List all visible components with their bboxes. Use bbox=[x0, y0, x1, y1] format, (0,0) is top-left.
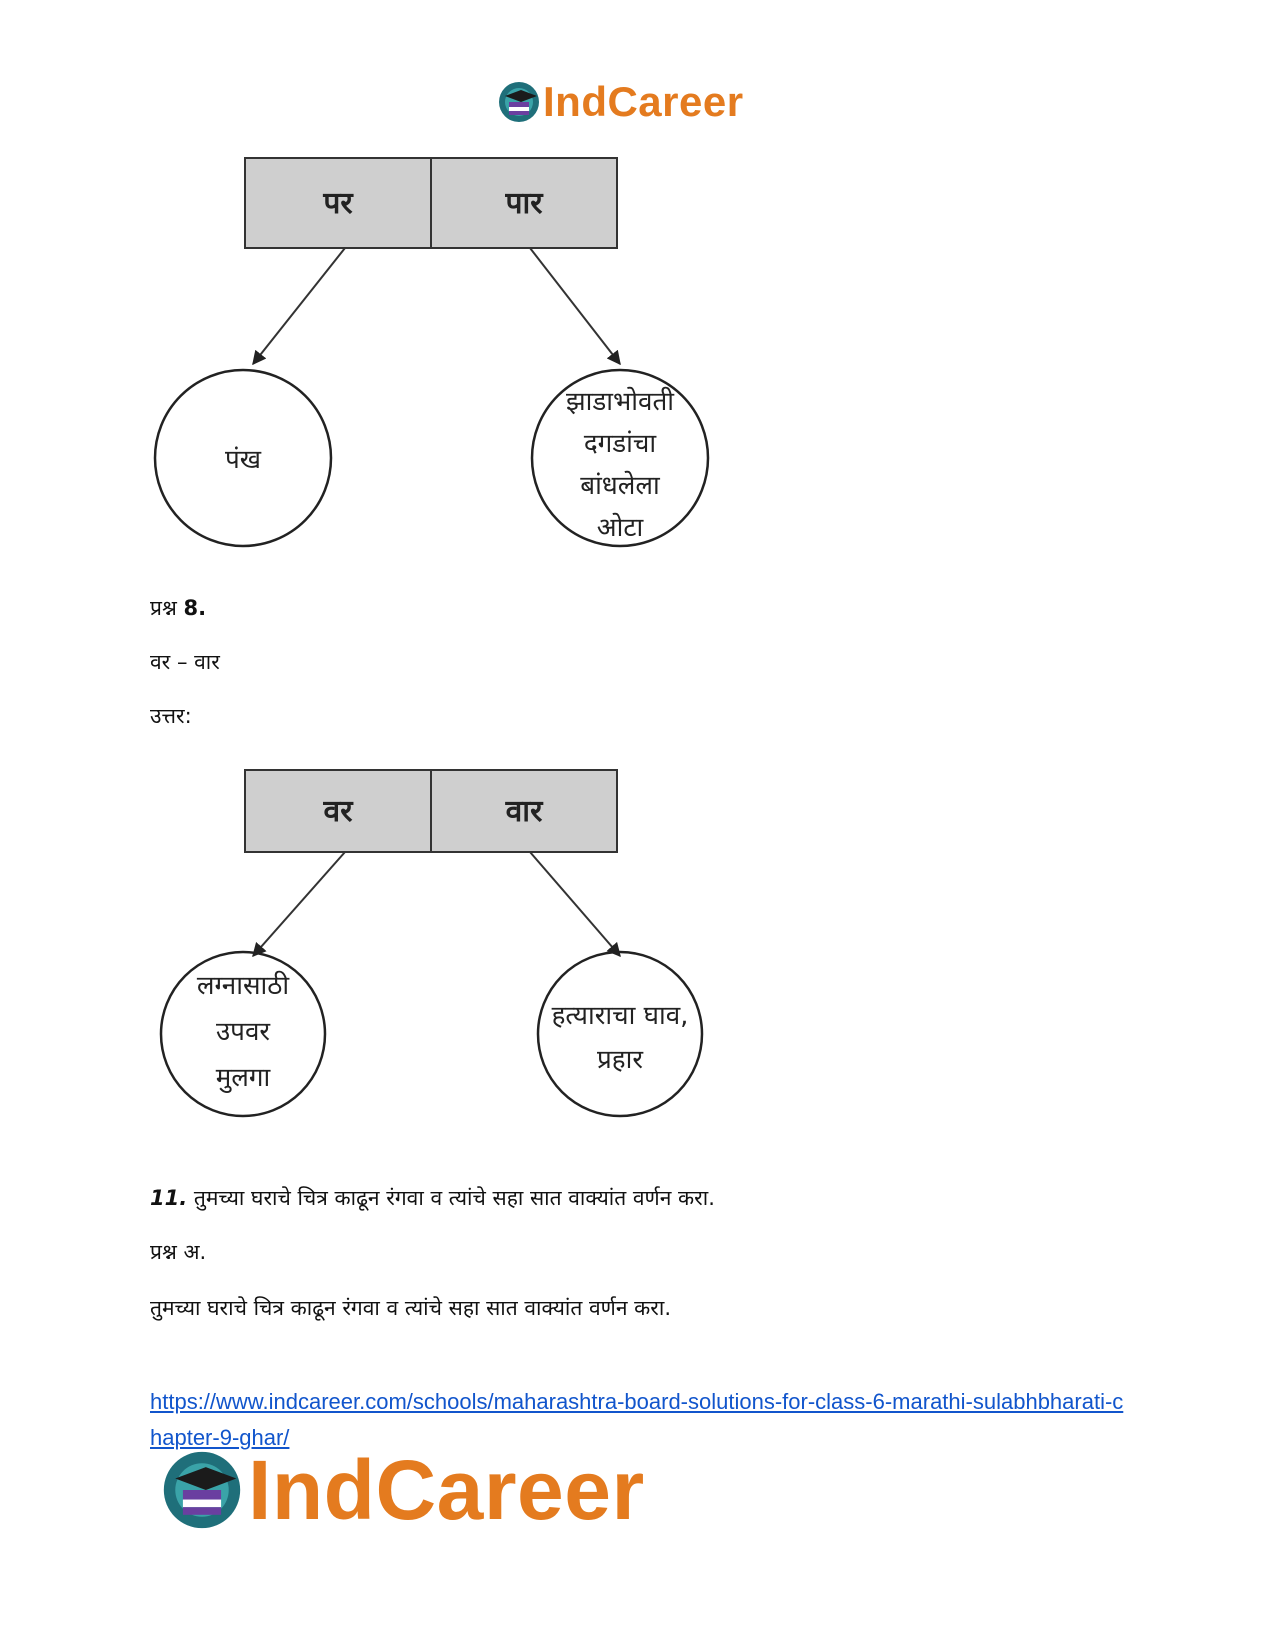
question-11-sub-label: प्रश्न अ. bbox=[150, 1240, 207, 1264]
question-label: प्रश्न bbox=[150, 596, 177, 620]
answer-label: उत्तर: bbox=[150, 704, 192, 728]
diagram-par-paar bbox=[150, 150, 710, 550]
box-right-label: पार bbox=[505, 186, 543, 221]
question-8-pair: वर – वार bbox=[150, 650, 220, 674]
arrow-left bbox=[253, 248, 345, 364]
arrow-right bbox=[530, 248, 620, 364]
graduation-cap-book-icon bbox=[160, 1448, 244, 1532]
graduation-cap-book-icon bbox=[497, 80, 541, 124]
box-left-label: पर bbox=[323, 186, 353, 221]
question-11-text: तुमच्या घराचे चित्र काढून रंगवा व त्यांचे सहा सात वाक्यांत वर्णन करा. bbox=[193, 1186, 715, 1210]
question-11-number: 11. bbox=[150, 1186, 188, 1210]
header-logo-text: IndCareer bbox=[543, 78, 744, 125]
box-left-label: वर bbox=[323, 794, 353, 829]
circle-left-line-1: लग्नासाठी bbox=[196, 971, 290, 1001]
circle-right-line-2: दगडांचा bbox=[583, 429, 657, 459]
question-11 bbox=[150, 1186, 715, 1211]
question-8-heading bbox=[150, 596, 206, 621]
footer-logo-text: IndCareer bbox=[248, 1443, 645, 1537]
arrow-left bbox=[253, 852, 345, 956]
question-11-sub-text: तुमच्या घराचे चित्र काढून रंगवा व त्यांचे सहा सात वाक्यांत वर्णन करा. bbox=[150, 1296, 671, 1320]
header-logo bbox=[497, 80, 744, 124]
circle-right-line-3: बांधलेला bbox=[580, 471, 660, 501]
footer-logo bbox=[160, 1443, 645, 1537]
circle-right-line-1: झाडाभोवती bbox=[565, 387, 675, 417]
diagram-var-vaar bbox=[150, 762, 710, 1122]
question-number: 8. bbox=[183, 596, 207, 620]
circle-left-line-2: उपवर bbox=[215, 1017, 271, 1047]
circle-right-line-2: प्रहार bbox=[597, 1045, 643, 1075]
circle-right-line-1: हत्याराचा घाव, bbox=[551, 1001, 689, 1031]
circle-right-line-4: ओटा bbox=[596, 513, 644, 543]
circle-right bbox=[538, 952, 702, 1116]
box-right-label: वार bbox=[505, 794, 543, 829]
arrow-right bbox=[530, 852, 620, 956]
circle-left-line-1: पंख bbox=[224, 445, 262, 475]
source-link[interactable]: https://www.indcareer.com/schools/maharashtra-board-solutions-for-class-6-marathi-sulabhbharati-chapter-9-ghar/ bbox=[150, 1389, 1124, 1450]
circle-left-line-3: मुलगा bbox=[215, 1063, 271, 1093]
